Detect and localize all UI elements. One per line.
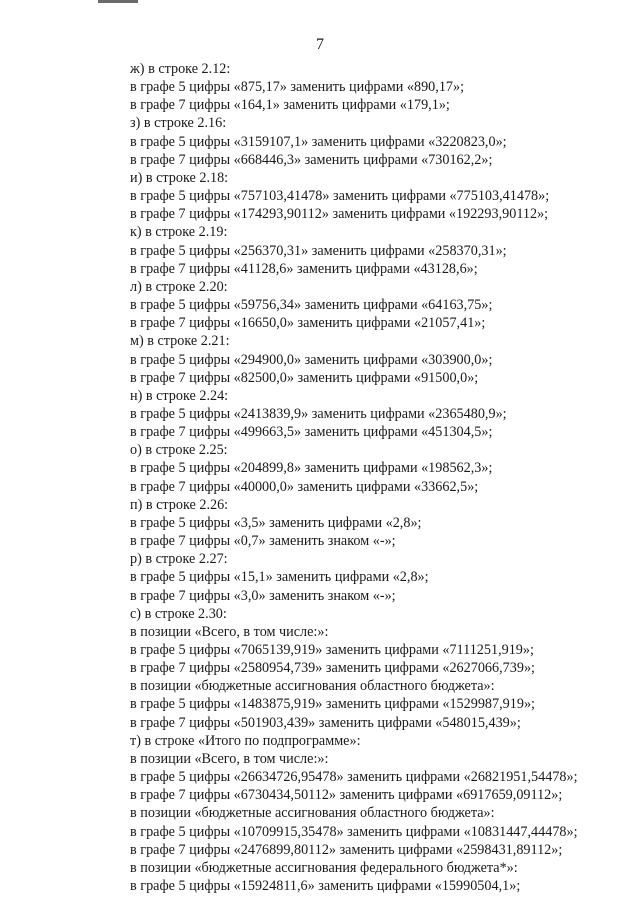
text-line: н) в строке 2.24: xyxy=(130,387,229,404)
text-line: в графе 5 цифры «10709915,35478» заменить цифрами «10831447,44478»; xyxy=(130,823,578,840)
text-line: в графе 5 цифры «26634726,95478» заменить цифрами «26821951,54478»; xyxy=(130,769,578,786)
text-line: в позиции «бюджетные ассигнования областного бюджета»: xyxy=(130,805,495,822)
text-line: р) в строке 2.27: xyxy=(130,551,228,568)
scan-artifact xyxy=(98,0,138,3)
text-line: в графе 7 цифры «3,0» заменить знаком «-»; xyxy=(130,587,396,604)
text-line: в позиции «Всего, в том числе:»: xyxy=(130,623,329,640)
text-line: в графе 7 цифры «2476899,80112» заменить цифрами «2598431,89112»; xyxy=(130,841,563,858)
text-line: в позиции «бюджетные ассигнования областного бюджета»: xyxy=(130,678,495,695)
text-line: в графе 5 цифры «256370,31» заменить цифрами «258370,31»; xyxy=(130,242,507,259)
text-line: в графе 7 цифры «16650,0» заменить цифрами «21057,41»; xyxy=(130,315,486,332)
text-line: в графе 7 цифры «164,1» заменить цифрами «179,1»; xyxy=(130,97,450,114)
text-line: в графе 5 цифры «3159107,1» заменить цифрами «3220823,0»; xyxy=(130,133,507,150)
text-line: в графе 7 цифры «499663,5» заменить цифрами «451304,5»; xyxy=(130,424,493,441)
text-line: в графе 5 цифры «3,5» заменить цифрами «2,8»; xyxy=(130,514,422,531)
text-line: к) в строке 2.19: xyxy=(130,224,228,241)
text-line: в графе 5 цифры «875,17» заменить цифрами «890,17»; xyxy=(130,79,465,96)
text-line: в графе 7 цифры «174293,90112» заменить цифрами «192293,90112»; xyxy=(130,206,549,223)
text-line: в позиции «Всего, в том числе:»: xyxy=(130,750,329,767)
text-line: в графе 5 цифры «294900,0» заменить цифрами «303900,0»; xyxy=(130,351,493,368)
text-line: с) в строке 2.30: xyxy=(130,605,227,622)
text-line: в графе 5 цифры «204899,8» заменить цифрами «198562,3»; xyxy=(130,460,493,477)
text-line: в графе 7 цифры «2580954,739» заменить цифрами «2627066,739»; xyxy=(130,660,535,677)
text-line: в графе 7 цифры «82500,0» заменить цифрами «91500,0»; xyxy=(130,369,479,386)
text-line: в позиции «бюджетные ассигнования федерального бюджета*»: xyxy=(130,859,518,876)
text-line: в графе 5 цифры «757103,41478» заменить цифрами «775103,41478»; xyxy=(130,188,550,205)
text-line: ж) в строке 2.12: xyxy=(130,61,231,77)
text-line: в графе 5 цифры «59756,34» заменить цифрами «64163,75»; xyxy=(130,297,493,314)
document-body xyxy=(130,60,630,895)
text-line: в графе 5 цифры «7065139,919» заменить цифрами «7111251,919»; xyxy=(130,642,534,658)
text-line: т) в строке «Итого по подпрограмме»: xyxy=(130,732,361,749)
text-line: в графе 7 цифры «0,7» заменить знаком «-»; xyxy=(130,533,396,550)
text-line: в графе 7 цифры «668446,3» заменить цифрами «730162,2»; xyxy=(130,151,493,168)
text-line: в графе 5 цифры «15,1» заменить цифрами «2,8»; xyxy=(130,569,429,586)
text-line: в графе 7 цифры «6730434,50112» заменить цифрами «6917659,09112»; xyxy=(130,787,563,804)
text-line: м) в строке 2.21: xyxy=(130,333,230,350)
text-line: в графе 7 цифры «501903,439» заменить цифрами «548015,439»; xyxy=(130,714,521,731)
text-line: з) в строке 2.16: xyxy=(130,115,227,132)
text-line: в графе 7 цифры «41128,6» заменить цифрами «43128,6»; xyxy=(130,260,478,277)
text-line: о) в строке 2.25: xyxy=(130,442,228,459)
text-line: в графе 5 цифры «2413839,9» заменить цифрами «2365480,9»; xyxy=(130,405,507,422)
text-line: в графе 5 цифры «1483875,919» заменить цифрами «1529987,919»; xyxy=(130,696,535,713)
text-line: в графе 7 цифры «40000,0» заменить цифрами «33662,5»; xyxy=(130,478,479,495)
text-line: п) в строке 2.26: xyxy=(130,496,229,513)
text-line: л) в строке 2.20: xyxy=(130,278,228,295)
text-line: в графе 5 цифры «15924811,6» заменить цифрами «15990504,1»; xyxy=(130,878,521,895)
page-number: 7 xyxy=(316,36,324,53)
text-line: и) в строке 2.18: xyxy=(130,169,229,186)
